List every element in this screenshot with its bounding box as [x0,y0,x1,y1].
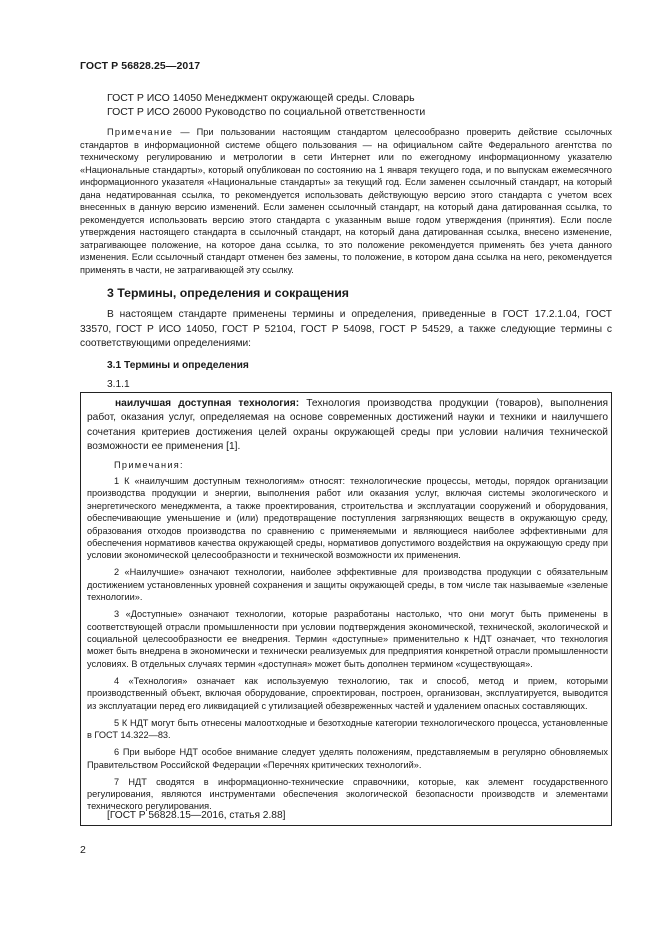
note-item: 6 При выборе НДТ особое внимание следует уделять положениям, представляемым в регулярно обновляемых Правительством Российской Федерации «Перечнях критических технологий». [87,747,608,770]
note-text: — При пользовании настоящим стандартом целесообразно проверить действие ссылочных стандартов в информационной системе общего пользования — на официальном сайте Федерального агентства по техническому регулированию и метрологии в сети Интернет или по ежегодному информационному указателю «Национальные стандарты», который опубликован по состоянию на 1 января текущего года, и по выпускам ежемесячного информационного указателя «Национальные стандарты» за текущий год. Если заменен ссылочный стандарт, на который дана недатированная ссылка, то рекомендуется использовать действующую версию этого стандарта с учетом всех внесенных в данную версию изменений. Если заменен ссылочный стандарт, на который дана датированная ссылка, то рекомендуется использовать версию этого стандарта с указанным выше годом утверждения (принятия). Если после утверждения настоящего стандарта в ссылочный стандарт, на который дана датированная ссылка, внесено изменение, затрагивающее положение, на которое дана ссылка, то это положение рекомендуется применять без учета данного изменения. Если ссылочный стандарт отменен без замены, то положение, в котором дана ссылка на него, рекомендуется применять в части, не затрагивающей эту ссылку. [80,127,612,275]
note-item: 3 «Доступные» означают технологии, которые разработаны настолько, что они могут быть применены в соответствующей отрасли промышленности при условии подтверждения экономической, технической, экологической и социальной целесообразности ее внедрения. Термин «доступные» применительно к НДТ означает, что технология может быть внедрена в экономически и технически реализуемых для предприятия конкретной отрасли промышленности условиях. В отдельных случаях термин «доступная» может быть дополнен термином «существующая». [87,609,608,669]
term-number: 3.1.1 [107,379,130,390]
document-header: ГОСТ Р 56828.25—2017 [80,60,201,72]
note-item: 5 К НДТ могут быть отнесены малоотходные и безотходные категории технологического процесса, установленные в ГОСТ 14.322—83. [87,717,608,741]
page-number: 2 [80,844,86,856]
notes-heading: Примечания: [114,460,184,470]
references-note [80,126,612,276]
note-item: 7 НДТ сводятся в информационно-технические справочники, которые, как элемент государственного регулирования, являются инструментами обеспечения экологической безопасности производств и элементами технического регулирования. [87,776,608,812]
term-name: наилучшая доступная технология: [115,398,300,409]
subsection-title: 3.1 Термины и определения [107,360,249,371]
reference-item: ГОСТ Р ИСО 26000 Руководство по социальной ответственности [107,106,426,118]
section-title: 3 Термины, определения и сокращения [107,286,349,300]
term-definition [87,397,608,454]
note-item: 2 «Наилучшие» означают технологии, наиболее эффективные для производства продукции с обязательным достижением установленных уровней сохранения и защиты окружающей среды, в том числе так называемые «зеленые технологии». [87,567,608,603]
normative-references [107,91,425,119]
note-label: Примечание [107,127,174,137]
note-item: 4 «Технология» означает как используемую технологию, так и способ, метод и прием, которыми производственный объект, включая оборудование, спроектирован, построен, организован, эксплуатируется, выводится из эксплуатации перед его ликвидацией с утилизацией обезвреженных частей и удалением опасных составляющих. [87,675,608,711]
notes-list [87,475,608,817]
section-intro-text: В настоящем стандарте применены термины и определения, приведенные в ГОСТ 17.2.1.04, ГОСТ 33570, ГОСТ Р ИСО 14050, ГОСТ Р 52104, ГОСТ Р 54098, ГОСТ Р 54529, а также следующие термины с соответствующими определениями: [80,309,612,349]
section-intro [80,308,612,352]
reference-item: ГОСТ Р ИСО 14050 Менеджмент окружающей среды. Словарь [107,92,415,104]
note-item: 1 К «наилучшим доступным технологиям» относят: технологические процессы, методы, порядок организации производства продукции и энергии, выполнения работ или оказания услуг, включая системы экологического и энергетического менеджмента, а также проектирования, строительства и эксплуатации сооружений и оборудования, обеспечивающие уменьшение и (или) предотвращение поступления загрязняющих веществ в окружающую среду, образования отходов производства по сравнению с применяемыми и являющиеся наиболее эффективными для обеспечения нормативов качества окружающей среды, нормативов допустимого воздействия на окружающую среду при условии экономической целесообразности и технической возможности их применения. [87,476,608,561]
term-definition-text: Технология производства продукции (товаров), выполнения работ, оказания услуг, определяемая на основе современных достижений науки и техники и наилучшего сочетания критериев достижения целей охраны окружающей среды при условии наличия технической возможности ее применения [1]. [87,398,608,452]
term-source: [ГОСТ Р 56828.15—2016, статья 2.88] [107,810,286,821]
